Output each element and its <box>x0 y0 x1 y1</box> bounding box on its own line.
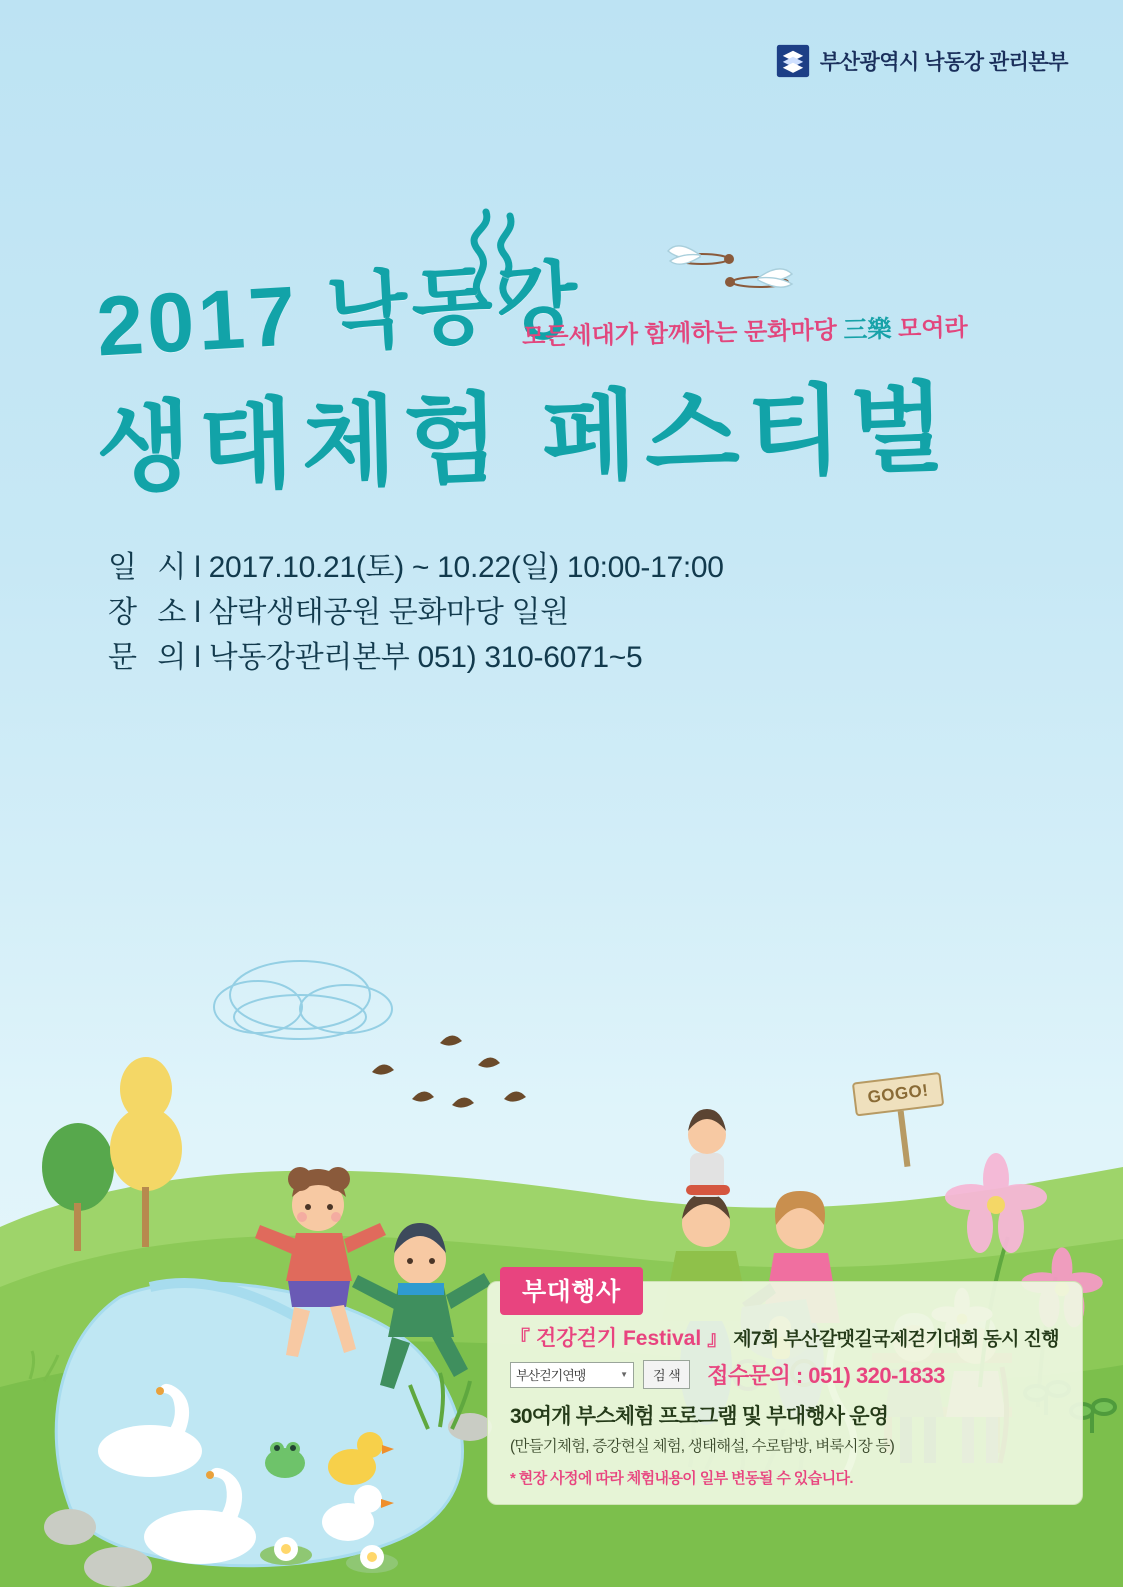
gogo-signpost <box>852 1072 951 1172</box>
busan-city-emblem-icon <box>776 44 810 78</box>
title-line-2: 생태체험 페스티벌 <box>94 372 954 504</box>
search-widget <box>510 1359 1062 1390</box>
bird-flock-icon <box>372 1035 526 1107</box>
organization-logo-row <box>776 44 1068 78</box>
tagline-hanja: 三樂 <box>843 315 892 344</box>
sub-event-badge: 부대행사 <box>500 1267 643 1315</box>
headline-tail: 제7회 부산갈맷길국제걷기대회 동시 진행 <box>733 1329 1060 1350</box>
organization-name: 부산광역시 낙동강 관리본부 <box>819 51 1068 74</box>
notice-text: * 현장 사정에 따라 체험내용이 일부 변동될 수 있습니다. <box>510 1470 853 1487</box>
sub-event-headline <box>510 1322 1062 1352</box>
festival-name: 건강걷기 Festival <box>536 1327 702 1350</box>
search-button[interactable]: 검 색 <box>643 1360 690 1389</box>
bracket-open: 『 <box>510 1328 530 1350</box>
info-value: 낙동강관리본부 051) 310-6071~5 <box>208 641 643 674</box>
booth-detail: (만들기체험, 증강현실 체험, 생태해설, 수로탐방, 벼룩시장 등) <box>510 1438 894 1455</box>
organization-select-value: 부산걷기연맹 <box>516 1368 586 1383</box>
title-line-1: 2017 낙동강 <box>94 252 585 374</box>
info-row <box>108 590 724 635</box>
info-value: 2017.10.21(토) ~ 10.22(일) 10:00-17:00 <box>208 551 724 584</box>
bracket-close: 』 <box>707 1328 728 1350</box>
info-value: 삼락생태공원 문화마당 일원 <box>208 596 569 629</box>
event-info-list <box>108 545 724 680</box>
cloud-icon <box>214 961 392 1039</box>
info-separator: l <box>194 551 201 584</box>
tagline <box>522 307 968 351</box>
booth-line: 30여개 부스체험 프로그램 및 부대행사 운영 <box>510 1405 889 1428</box>
tagline-pre: 모든세대가 함께하는 문화마당 <box>521 316 844 351</box>
tagline-post: 모여라 <box>891 314 968 343</box>
gogo-sign-label: GOGO! <box>852 1072 945 1117</box>
apply-contact: 접수문의 : 051) 320-1833 <box>707 1363 945 1388</box>
chevron-down-icon: ▼ <box>620 1370 628 1379</box>
gogo-sign-post <box>897 1111 910 1167</box>
info-label: 문 의 <box>108 641 193 674</box>
info-separator: l <box>194 641 201 674</box>
organization-select[interactable] <box>510 1362 634 1388</box>
info-row <box>108 545 724 590</box>
info-label: 일 시 <box>108 551 193 584</box>
info-separator: l <box>194 596 201 629</box>
dragonfly-icon <box>712 252 822 312</box>
info-label: 장 소 <box>108 596 193 629</box>
info-row <box>108 635 724 680</box>
